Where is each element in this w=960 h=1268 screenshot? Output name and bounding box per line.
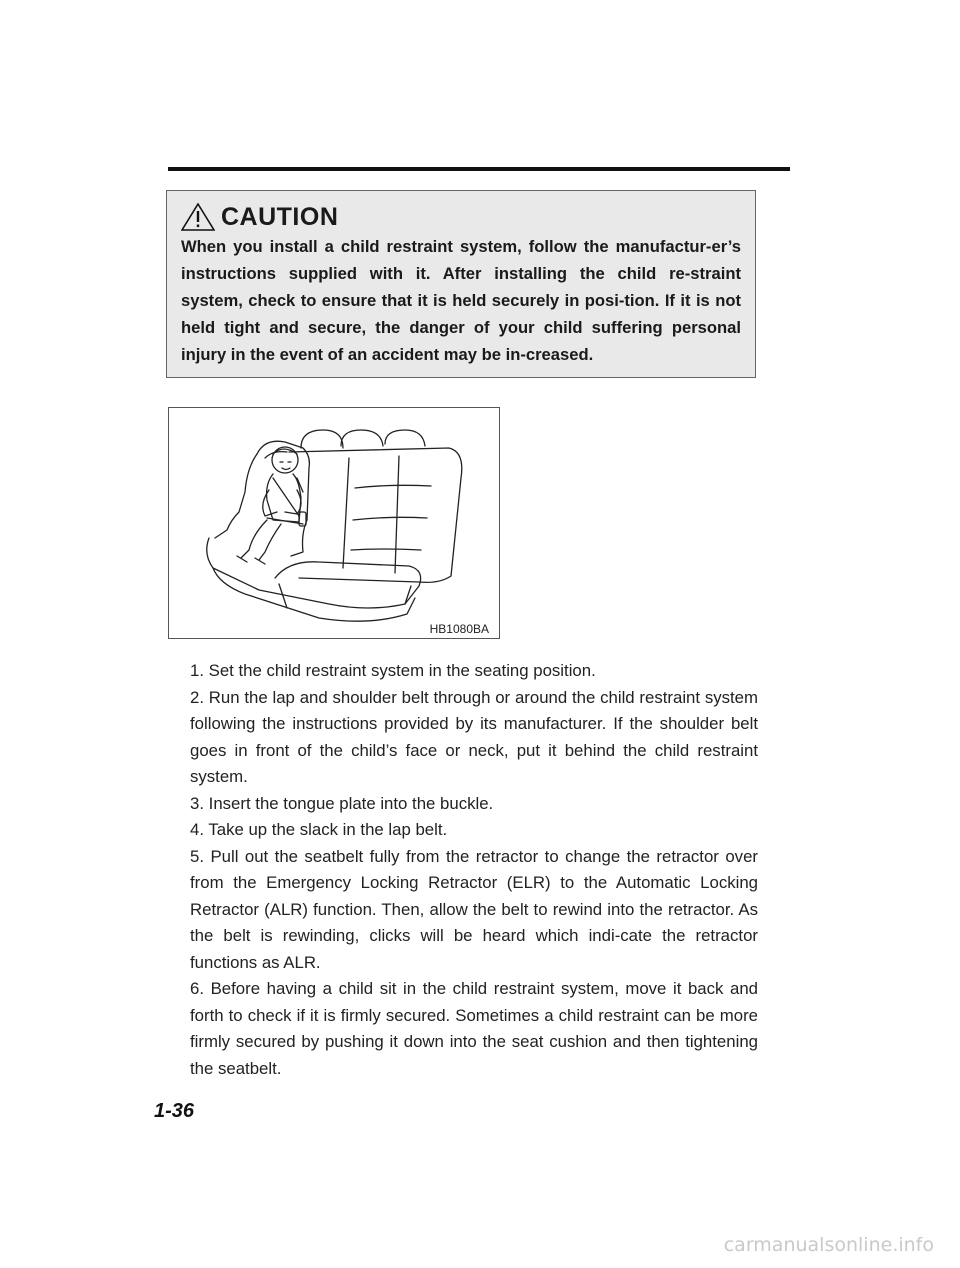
warning-triangle-icon bbox=[181, 203, 215, 231]
watermark: carmanualsonline.info bbox=[723, 1234, 934, 1256]
step-5: 5. Pull out the seatbelt fully from the retractor to change the retractor over from the Emergency Locking Retractor (ELR) to the Automatic Locking Retractor (ALR) function. Then, allow the belt to rewind into the retractor. As the belt is rewinding, clicks will be heard which indi-cate the retractor functions as ALR. bbox=[190, 846, 758, 972]
child-seat-figure bbox=[168, 407, 500, 639]
step-1: 1. Set the child restraint system in the seating position. bbox=[190, 661, 596, 680]
top-rule bbox=[168, 167, 790, 171]
figure-code: HB1080BA bbox=[429, 622, 489, 636]
step-4: 4. Take up the slack in the lap belt. bbox=[190, 820, 448, 839]
caution-box bbox=[166, 190, 756, 378]
caution-text: When you install a child restraint system, follow the manufactur-er’s instructions supplied with it. After installing the child re-straint system, check to ensure that it is held securely in posi-tion. If it is not held tight and secure, the danger of your child suffering personal injury in the event of an accident may be in-creased. bbox=[181, 237, 741, 364]
page-number: 1-36 bbox=[154, 1100, 195, 1122]
step-3: 3. Insert the tongue plate into the buckle. bbox=[190, 793, 494, 813]
step-2: 2. Run the lap and shoulder belt through or around the child restraint system following the instructions provided by its manufacturer. If the shoulder belt goes in front of the child’s face or neck, put it behind the child restraint system. bbox=[190, 687, 758, 786]
caution-header bbox=[181, 203, 338, 231]
step-6: 6. Before having a child sit in the child restraint system, move it back and forth to check if it is firmly secured. Sometimes a child restraint can be more firmly secured by pushing it down into the seat cushion and then tightening the seatbelt. bbox=[190, 979, 758, 1078]
instruction-steps bbox=[190, 658, 758, 1082]
child-seat-illustration bbox=[169, 408, 499, 638]
caution-title: CAUTION bbox=[221, 203, 339, 231]
